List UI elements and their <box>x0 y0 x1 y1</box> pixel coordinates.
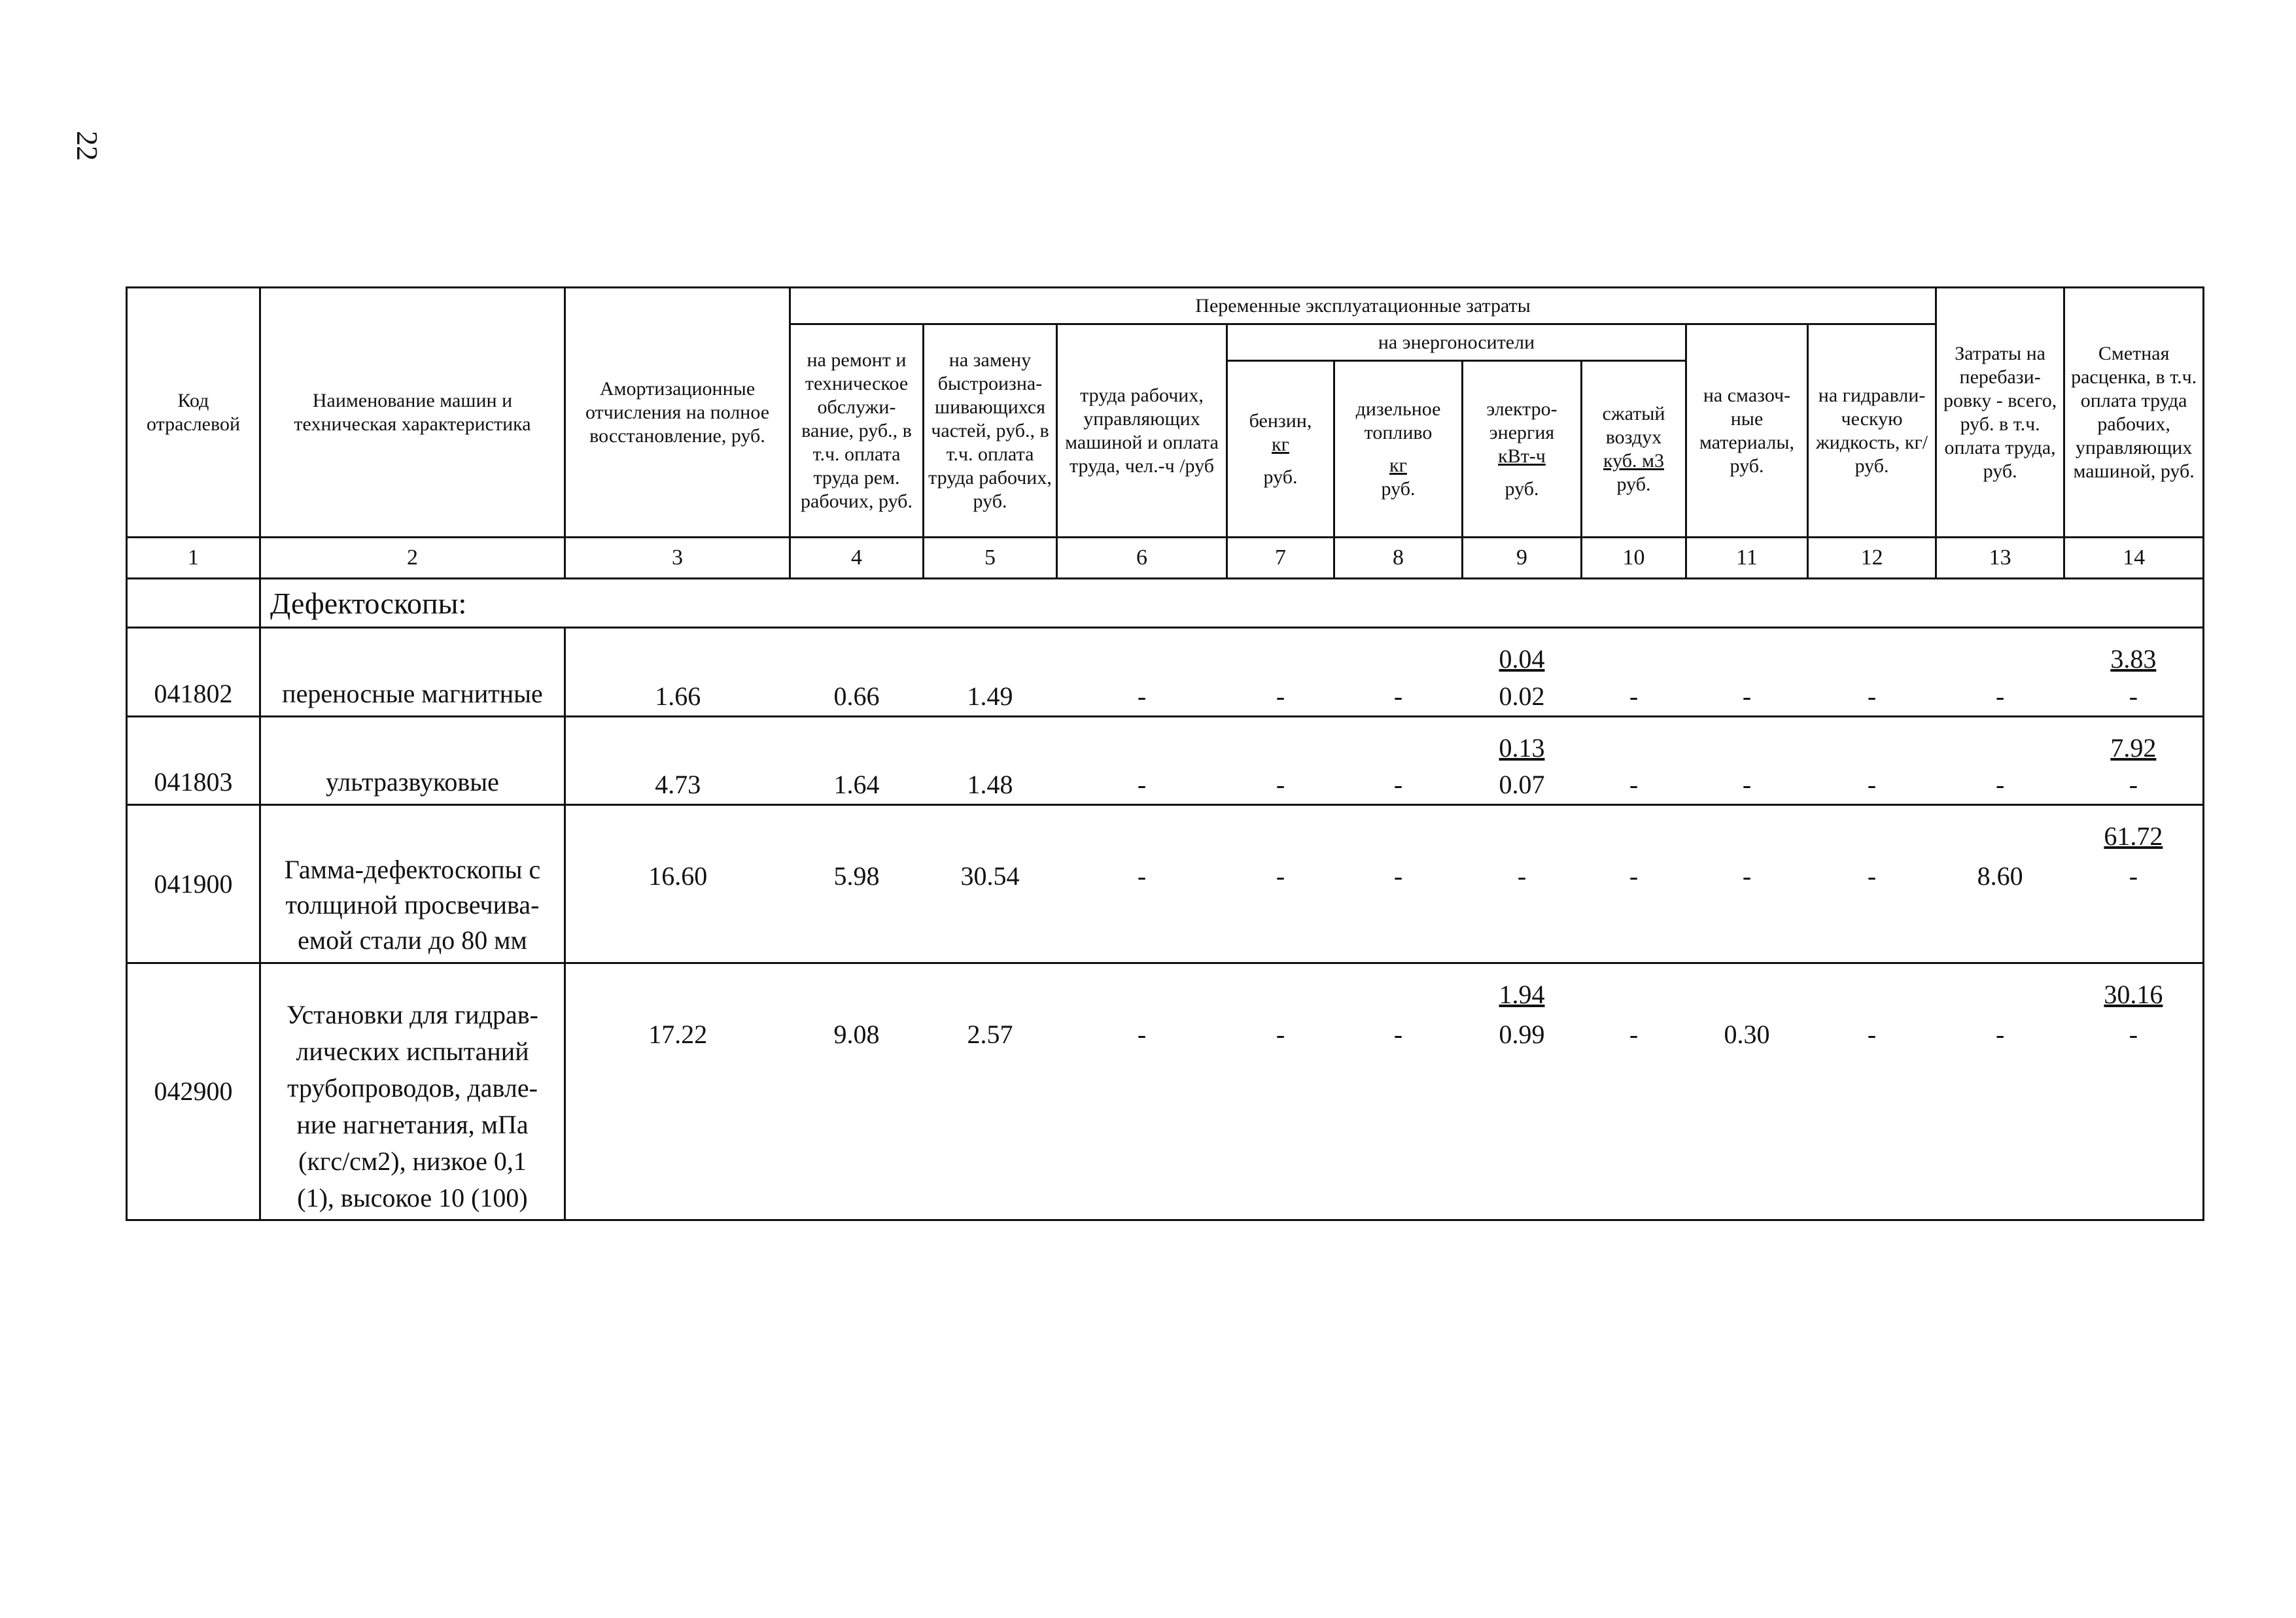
cell: 1.48 <box>967 770 1013 800</box>
name-line: Гамма-дефектоскопы с <box>284 854 541 884</box>
cell: - <box>1808 1012 1936 1220</box>
header-air <box>1582 361 1686 538</box>
air-label: сжатый воздух <box>1602 402 1665 448</box>
cell: - <box>1742 770 1752 800</box>
row-code: 042900 <box>127 963 260 1220</box>
cell: - <box>1742 681 1752 711</box>
header-relocation: Затраты на перебази-ровку - всего, руб. в т.ч. оплата труда, руб. <box>1936 288 2064 538</box>
col-num: 7 <box>1227 538 1334 579</box>
col-num: 4 <box>790 538 924 579</box>
col-num: 10 <box>1582 538 1686 579</box>
estimate-total: 30.16 <box>2064 963 2204 1012</box>
cell: - <box>1742 861 1752 891</box>
col-num: 12 <box>1808 538 1936 579</box>
electric-kwh: 1.94 <box>1463 963 1582 1012</box>
cell: - <box>1936 1012 2064 1220</box>
cell: - <box>1867 861 1877 891</box>
header-electric <box>1463 361 1582 538</box>
name-line: трубопроводов, давле- <box>287 1073 538 1103</box>
air-rub: руб. <box>1616 473 1651 495</box>
diesel-rub: руб. <box>1381 477 1416 500</box>
cell: - <box>1137 770 1147 800</box>
table-row <box>127 628 2204 678</box>
cell: 1.66 <box>565 677 790 716</box>
cell: - <box>1227 1012 1334 1220</box>
cell: 30.54 <box>960 861 1020 891</box>
cell: - <box>1393 681 1403 711</box>
row-code: 041900 <box>127 805 260 963</box>
page-number: 22 <box>71 131 104 161</box>
name-line: Установки для гидрав- <box>287 1000 538 1029</box>
machine-cost-table <box>126 286 2204 1221</box>
header-lubricants: на смазоч-ные материалы, руб. <box>1686 324 1808 538</box>
cell: 17.22 <box>565 1012 790 1220</box>
cell: 16.60 <box>565 854 790 963</box>
cell: - <box>1057 1012 1227 1220</box>
header-code: Код отраслевой <box>127 288 260 538</box>
electric-kwh: 0.04 <box>1463 628 1582 678</box>
cell: - <box>1629 681 1639 711</box>
name-line: (1), высокое 10 (100) <box>297 1183 528 1213</box>
cell: 2.57 <box>924 1012 1057 1220</box>
air-unit: куб. м3 <box>1603 449 1664 472</box>
row-code: 041803 <box>127 716 260 805</box>
col-num: 9 <box>1463 538 1582 579</box>
cell: - <box>1582 1012 1686 1220</box>
col-num: 6 <box>1057 538 1227 579</box>
estimate-total: 7.92 <box>2064 716 2204 766</box>
cell: - <box>1867 681 1877 711</box>
row-name: переносные магнитные <box>260 628 565 717</box>
cell: - <box>1137 861 1147 891</box>
cell: 5.98 <box>833 861 880 891</box>
col-num: 11 <box>1686 538 1808 579</box>
cell: - <box>1276 681 1285 711</box>
cell: - <box>1393 861 1403 891</box>
cell: 1.49 <box>967 681 1013 711</box>
cell: 0.66 <box>833 681 880 711</box>
electric-kwh: 0.13 <box>1463 716 1582 766</box>
cell: - <box>1276 861 1285 891</box>
name-line: ние нагнетания, мПа <box>296 1110 529 1139</box>
header-hydraulic: на гидравли-ческую жидкость, кг/руб. <box>1808 324 1936 538</box>
diesel-label: дизельное топливо <box>1355 398 1441 443</box>
estimate-total: 61.72 <box>2064 805 2204 855</box>
header-amortization: Амортизационные отчисления на полное восстановление, руб. <box>565 288 790 538</box>
cell: - <box>2064 766 2204 805</box>
cell: - <box>1334 1012 1463 1220</box>
cell: - <box>1517 861 1527 891</box>
row-code: 041802 <box>127 628 260 717</box>
cell: - <box>1137 681 1147 711</box>
cell: 8.60 <box>1977 861 2023 891</box>
table-row <box>127 716 2204 766</box>
cell: 0.99 <box>1463 1012 1582 1220</box>
cell: - <box>2064 1012 2204 1220</box>
header-repair: на ремонт и техническое обслужи-вание, руб., в т.ч. оплата труда рем. рабочих, руб. <box>790 324 924 538</box>
name-line: толщиной просвечива- <box>285 889 540 920</box>
col-num: 14 <box>2064 538 2204 579</box>
cell: - <box>1995 681 2005 711</box>
cell: - <box>1867 770 1877 800</box>
table-row <box>127 805 2204 855</box>
header-energy: на энергоносители <box>1227 324 1686 361</box>
col-num: 2 <box>260 538 565 579</box>
col-num: 3 <box>565 538 790 579</box>
electric-rub: руб. <box>1505 477 1539 500</box>
row-name <box>260 805 565 963</box>
cell: 4.73 <box>565 766 790 805</box>
name-line: (кгс/см2), низкое 0,1 <box>298 1146 527 1176</box>
name-line: лических испытаний <box>296 1037 529 1066</box>
name-line: емой стали до 80 мм <box>298 925 527 955</box>
col-num: 8 <box>1334 538 1463 579</box>
header-variable-costs: Переменные эксплуатационные затраты <box>790 288 1936 324</box>
cell: 0.02 <box>1499 681 1545 711</box>
estimate-total: 3.83 <box>2064 628 2204 678</box>
row-name: ультразвуковые <box>260 716 565 805</box>
col-num: 1 <box>127 538 260 579</box>
cell: 0.07 <box>1499 770 1545 800</box>
cell: - <box>1629 861 1639 891</box>
header-labor: труда рабочих, управляющих машиной и оплата труда, чел.-ч /руб <box>1057 324 1227 538</box>
cell: - <box>1995 770 2005 800</box>
header-parts: на замену быстроизна-шивающихся частей, руб., в т.ч. оплата труда рабочих, руб. <box>924 324 1057 538</box>
electric-unit: кВт-ч <box>1498 445 1546 467</box>
table-row <box>127 963 2204 1012</box>
col-num: 5 <box>924 538 1057 579</box>
cell: - <box>2064 854 2204 963</box>
petrol-unit: кг <box>1272 433 1289 455</box>
header-name: Наименование машин и техническая характеристика <box>260 288 565 538</box>
column-number-row <box>127 538 2204 579</box>
cell: - <box>1629 770 1639 800</box>
cell: 0.30 <box>1686 1012 1808 1220</box>
diesel-unit: кг <box>1389 454 1407 476</box>
cell: - <box>1276 770 1285 800</box>
group-title: Дефектоскопы: <box>260 579 2204 628</box>
header-petrol <box>1227 361 1334 538</box>
header-estimate: Сметная расценка, в т.ч. оплата труда рабочих, управляющих машиной, руб. <box>2064 288 2204 538</box>
petrol-rub: руб. <box>1263 466 1298 488</box>
header-diesel <box>1334 361 1463 538</box>
cell: 9.08 <box>790 1012 924 1220</box>
cell: 1.64 <box>833 770 880 800</box>
cell: - <box>2064 677 2204 716</box>
col-num: 13 <box>1936 538 2064 579</box>
petrol-label: бензин, <box>1249 409 1312 432</box>
cell: - <box>1393 770 1403 800</box>
row-name <box>260 963 565 1220</box>
electric-label: электро-энергия <box>1486 398 1557 443</box>
group-row <box>127 579 2204 628</box>
